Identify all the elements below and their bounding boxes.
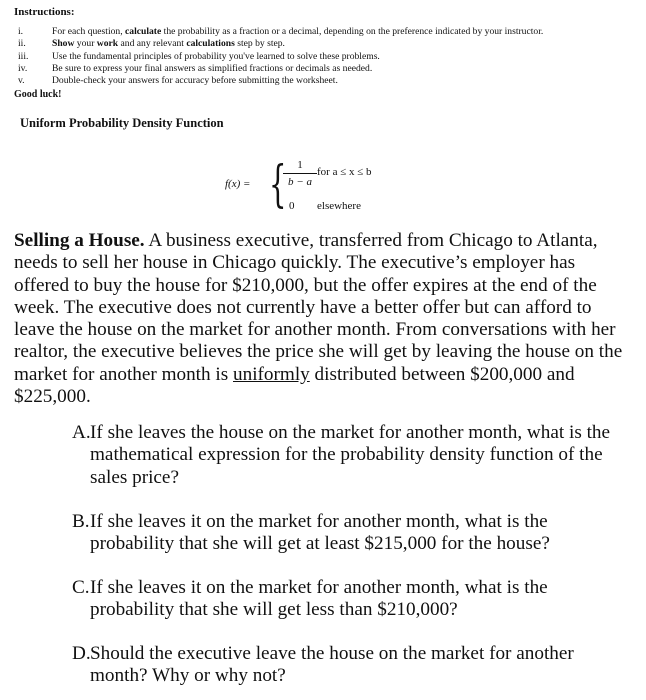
question-letter: D. [72,643,91,664]
formula-case1-condition: for a ≤ x ≤ b [317,166,372,178]
question-a [72,422,620,489]
question-text: If she leaves the house on the market for another month, what is the mathematical expression for the probability density function of the sales price? [90,422,611,488]
formula-brace: { [269,155,287,213]
instruction-number: v. [18,75,25,87]
instruction-number: i. [18,26,24,37]
question-letter: B. [72,511,90,532]
problem-title: Selling a House. [14,230,145,251]
pdf-formula [225,152,425,222]
formula-numerator: 1 [297,159,303,171]
instruction-number: iv. [18,62,28,74]
section-heading: Uniform Probability Density Function [20,116,224,130]
formula-case2-value: 0 [289,200,295,212]
question-c [72,577,620,622]
instruction-item: iii. Use the fundamental principles of probability you've learned to solve these problems. [18,50,380,62]
instruction-number: iii. [18,50,29,62]
instruction-item: iv. Be sure to express your final answers as simplified fractions or decimals as needed. [18,62,373,74]
instruction-item: v. Double-check your answers for accuracy before submitting the worksheet. [18,75,338,87]
problem-statement: Selling a House. A business executive, transferred from Chicago to Atlanta, needs to sell her house in Chicago quickly. The executive’s employer has offered to buy the house for $210,000, but the offer expires at the end of the week. The executive does not currently have a better offer but can afford to leave the house on the market for another month. From conversations with her realtor, the executive believes the price she will get by leaving the house on the market for another month is uniformly distributed between $200,000 and $225,000. [14,230,623,408]
formula-fraction [283,158,317,189]
instruction-item: i. For each question, calculate the probability as a fraction or a decimal, depending on the preference indicated by your instructor. [18,26,544,37]
instructions-list [14,26,634,87]
instruction-item: ii. Show your work and any relevant calculations step by step. [18,38,285,50]
question-letter: A. [72,422,91,443]
instructions-title: Instructions: [14,6,75,18]
question-text: If she leaves it on the market for another month, what is the probability that she will get at least $215,000 for the house? [90,511,550,555]
fraction-bar [283,173,317,174]
formula-case2-condition: elsewhere [317,200,361,212]
question-d [72,643,620,688]
question-b [72,511,620,556]
formula-lhs: f(x) = [225,178,251,190]
question-letter: C. [72,577,90,598]
underlined-word: uniformly [233,363,310,385]
question-text: If she leaves it on the market for another month, what is the probability that she will get less than $210,000? [90,577,548,621]
formula-denominator: b − a [288,176,312,188]
good-luck-text: Good luck! [14,89,62,100]
instruction-number: ii. [18,38,26,50]
question-text: Should the executive leave the house on the market for another month? Why or why not? [90,643,574,687]
